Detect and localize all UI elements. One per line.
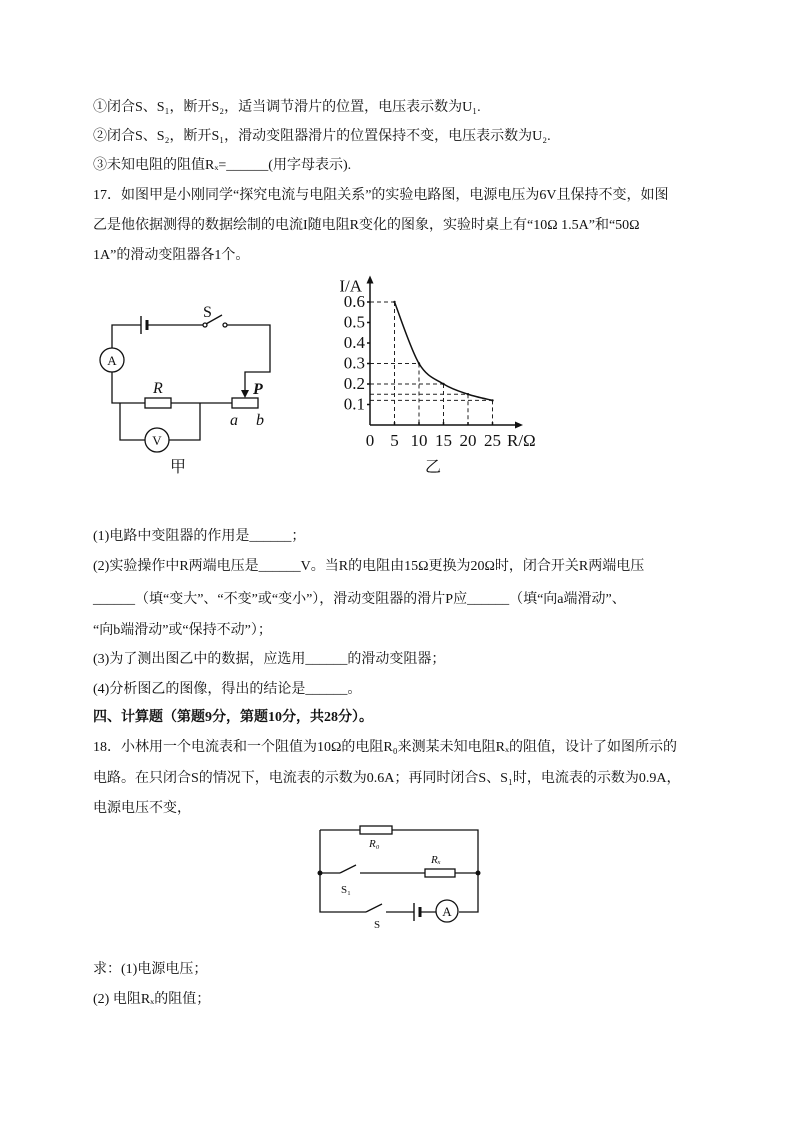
x-axis-arrow — [515, 422, 523, 429]
switch-contact-right — [223, 323, 227, 327]
rheostat-end-b-label: b — [256, 412, 264, 429]
data-point — [491, 399, 493, 401]
x-tick-label: 25 — [484, 431, 501, 450]
rheostat — [232, 398, 258, 408]
figure-caption-jia: 甲 — [170, 459, 187, 476]
data-point — [418, 362, 420, 364]
switch-s1-blade — [340, 865, 356, 873]
q16-step-3: ③未知电阻的阻值Rₓ=______(用字母表示). — [93, 158, 352, 173]
rheostat-end-a-label: a — [230, 412, 238, 429]
q18-ask-1: 求：(1)电源电压； — [93, 962, 208, 977]
switch-s-label: S — [374, 919, 381, 931]
slider-label: P — [253, 381, 263, 398]
q17-part-2-line-2: ______（填“变大”、“不变”或“变小”），滑动变阻器的滑片P应______（填“向a端滑动”、 — [93, 592, 626, 607]
resistor-rx-label: Rₓ — [431, 854, 441, 866]
junction-left — [318, 871, 323, 876]
resistor-label: R — [153, 380, 163, 397]
y-axis-arrow — [367, 276, 374, 284]
q17-stem-line-2: 乙是他依据测得的数据绘制的电流I随电阻R变化的图象，实验时桌上有“10Ω 1.5A”和“50Ω — [93, 218, 640, 233]
switch-label: S — [203, 304, 212, 321]
q17-part-4: (4)分析图乙的图像，得出的结论是______。 — [93, 682, 362, 697]
circuit-diagram-q18 — [318, 826, 481, 931]
switch-s1-label: S₁ — [341, 884, 351, 896]
y-tick-label: 0.4 — [343, 333, 365, 352]
q17-part-3: (3)为了测出图乙中的数据，应选用______的滑动变阻器； — [93, 652, 446, 667]
q18-ask-2: (2) 电阻Rₓ的阻值； — [93, 992, 211, 1007]
y-tick-label: 0.6 — [343, 292, 365, 311]
circuit-diagram-jia — [100, 304, 270, 476]
x-tick-label: 0 — [365, 431, 375, 450]
x-tick-label: 10 — [410, 431, 428, 450]
x-tick-label: 15 — [435, 431, 452, 450]
q17-part-1: (1)电路中变阻器的作用是______； — [93, 529, 306, 544]
junction-right — [476, 871, 481, 876]
resistor-rx — [425, 869, 455, 877]
x-axis-label: R/Ω — [507, 431, 536, 450]
q17-part-2-line-3: “向b端滑动”或“保持不动”）； — [93, 623, 272, 638]
current-resistance-graph — [339, 276, 535, 477]
data-point — [393, 301, 395, 303]
section-heading: 四、计算题（第题9分，第题10分，共28分）。 — [93, 710, 373, 725]
y-tick-label: 0.1 — [343, 394, 365, 414]
circuit-jia-wires — [112, 325, 270, 440]
data-point — [467, 393, 469, 395]
q16-step-1: ①闭合S、S₁，断开S₂，适当调节滑片的位置，电压表示数为U₁. — [93, 100, 481, 115]
y-axis-label: I/A — [339, 276, 362, 296]
slider-arrow — [241, 390, 249, 398]
ammeter-label: A — [442, 904, 452, 919]
q16-step-2: ②闭合S、S₂，断开S₁，滑动变阻器滑片的位置保持不变，电压表示数为U₂. — [93, 129, 551, 144]
data-point — [442, 383, 444, 385]
y-tick-label: 0.3 — [343, 353, 365, 373]
resistor-r0 — [360, 826, 392, 834]
x-tick-label: 20 — [459, 431, 477, 450]
q18-stem-line-2: 电路。在只闭合S的情况下，电流表的示数为0.6A；再同时闭合S、S₁时，电流表的示数为0.9A， — [93, 771, 681, 786]
voltmeter-label: V — [152, 433, 162, 448]
q17-stem-line-3: 1A”的滑动变阻器各1个。 — [93, 248, 250, 263]
resistor-r — [145, 398, 171, 408]
q18-stem-line-1: 18．小林用一个电流表和一个阻值为10Ω的电阻R₀来测某未知电阻Rₓ的阻值，设计了如图所示的 — [93, 740, 678, 755]
y-tick-label: 0.2 — [343, 374, 365, 393]
switch-s-blade — [366, 904, 382, 912]
ammeter-label: A — [107, 353, 117, 368]
q17-stem-line-1: 17．如图甲是小刚同学“探究电流与电阻关系”的实验电路图，电源电压为6V且保持不变，如图 — [93, 188, 669, 203]
q17-part-2-line-1: (2)实验操作中R两端电压是______V。当R的电阻由15Ω更换为20Ω时，闭合开关R两端电压 — [93, 559, 645, 574]
x-tick-label: 5 — [390, 431, 399, 450]
figure-caption-yi: 乙 — [424, 459, 442, 476]
y-tick-label: 0.5 — [343, 312, 365, 332]
resistor-r0-label: R₀ — [369, 838, 380, 850]
q18-stem-line-3: 电源电压不变， — [93, 801, 191, 816]
